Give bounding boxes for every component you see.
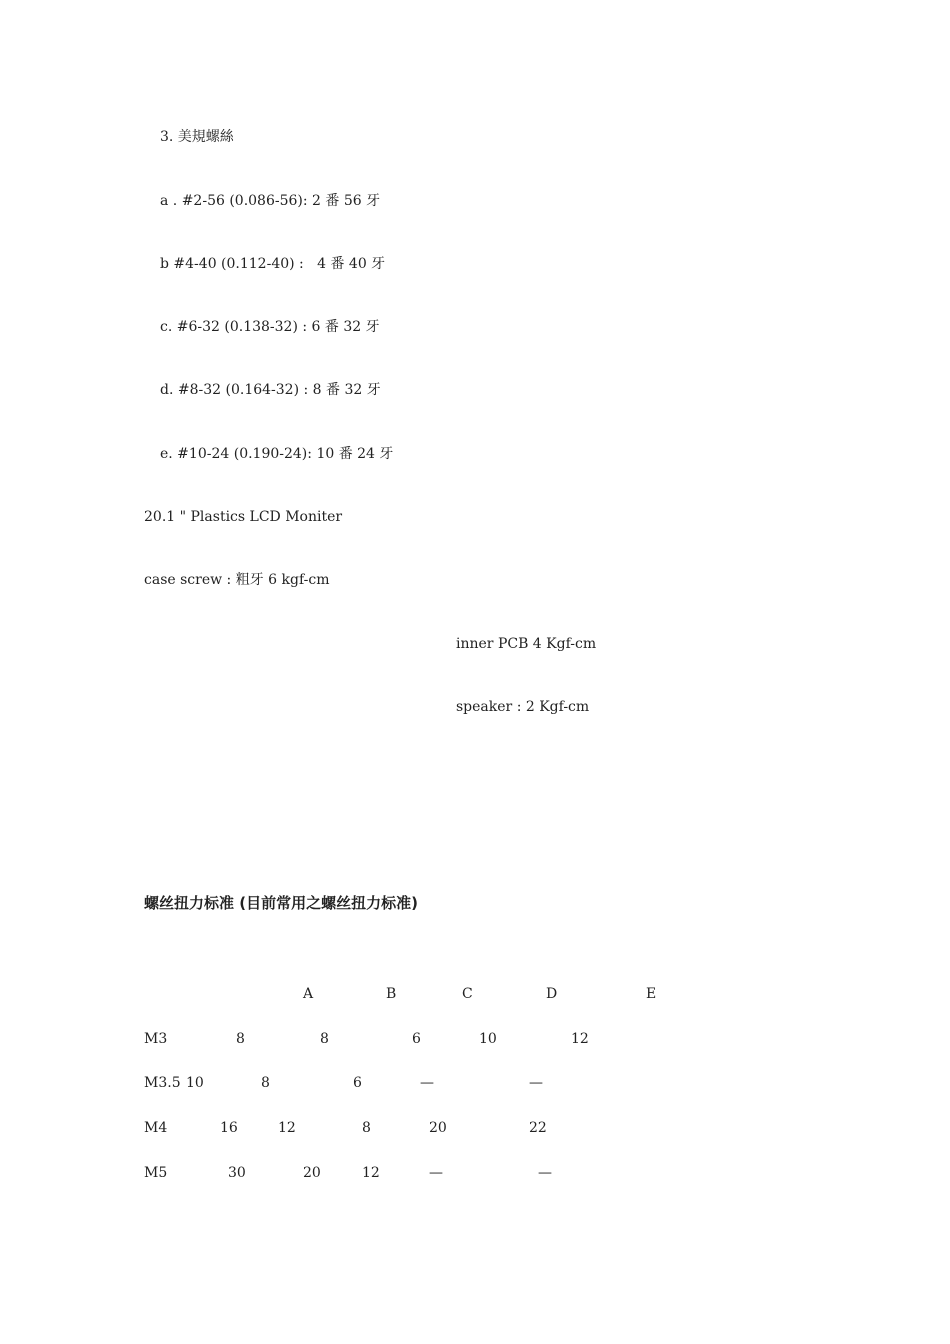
- table-cell: 22: [529, 1120, 547, 1136]
- table-cell: 8: [236, 1031, 245, 1047]
- table-cell: 12: [571, 1031, 589, 1047]
- column-header-e: E: [646, 986, 657, 1002]
- case-screw-spec: case screw : 粗牙 6 kgf-cm: [144, 572, 330, 588]
- table-cell: 8: [320, 1031, 329, 1047]
- list-item: e. #10-24 (0.190-24): 10 番 24 牙: [160, 446, 394, 462]
- table-cell: 12: [362, 1165, 380, 1181]
- row-label: M3.5: [144, 1075, 181, 1091]
- table-cell: —: [429, 1165, 443, 1181]
- inner-pcb-spec: inner PCB 4 Kgf-cm: [456, 636, 597, 652]
- list-item: a . #2-56 (0.086-56): 2 番 56 牙: [160, 193, 381, 209]
- table-cell: —: [538, 1165, 552, 1181]
- table-cell: 6: [353, 1075, 362, 1091]
- column-header-c: C: [462, 986, 473, 1002]
- table-cell: 16: [220, 1120, 238, 1136]
- section-title: 3. 美規螺絲: [160, 129, 234, 145]
- column-header-b: B: [386, 986, 397, 1002]
- column-header-a: A: [303, 986, 314, 1002]
- table-cell: 20: [429, 1120, 447, 1136]
- table-cell: —: [529, 1075, 543, 1091]
- list-item: d. #8-32 (0.164-32) : 8 番 32 牙: [160, 382, 381, 398]
- row-label: M4: [144, 1120, 168, 1136]
- speaker-spec: speaker : 2 Kgf-cm: [456, 699, 590, 715]
- table-cell: 10: [186, 1075, 204, 1091]
- monitor-title: 20.1 " Plastics LCD Moniter: [144, 509, 343, 525]
- table-cell: 30: [228, 1165, 246, 1181]
- table-cell: 6: [412, 1031, 421, 1047]
- list-item: b #4-40 (0.112-40) : 4 番 40 牙: [160, 256, 386, 272]
- row-label: M5: [144, 1165, 168, 1181]
- column-header-d: D: [546, 986, 558, 1002]
- table-cell: 10: [479, 1031, 497, 1047]
- row-label: M3: [144, 1031, 168, 1047]
- table-cell: 20: [303, 1165, 321, 1181]
- table-cell: 12: [278, 1120, 296, 1136]
- table-cell: —: [420, 1075, 434, 1091]
- list-item: c. #6-32 (0.138-32) : 6 番 32 牙: [160, 319, 380, 335]
- table-cell: 8: [261, 1075, 270, 1091]
- torque-heading: 螺丝扭力标准 (目前常用之螺丝扭力标准): [144, 894, 418, 912]
- table-cell: 8: [362, 1120, 371, 1136]
